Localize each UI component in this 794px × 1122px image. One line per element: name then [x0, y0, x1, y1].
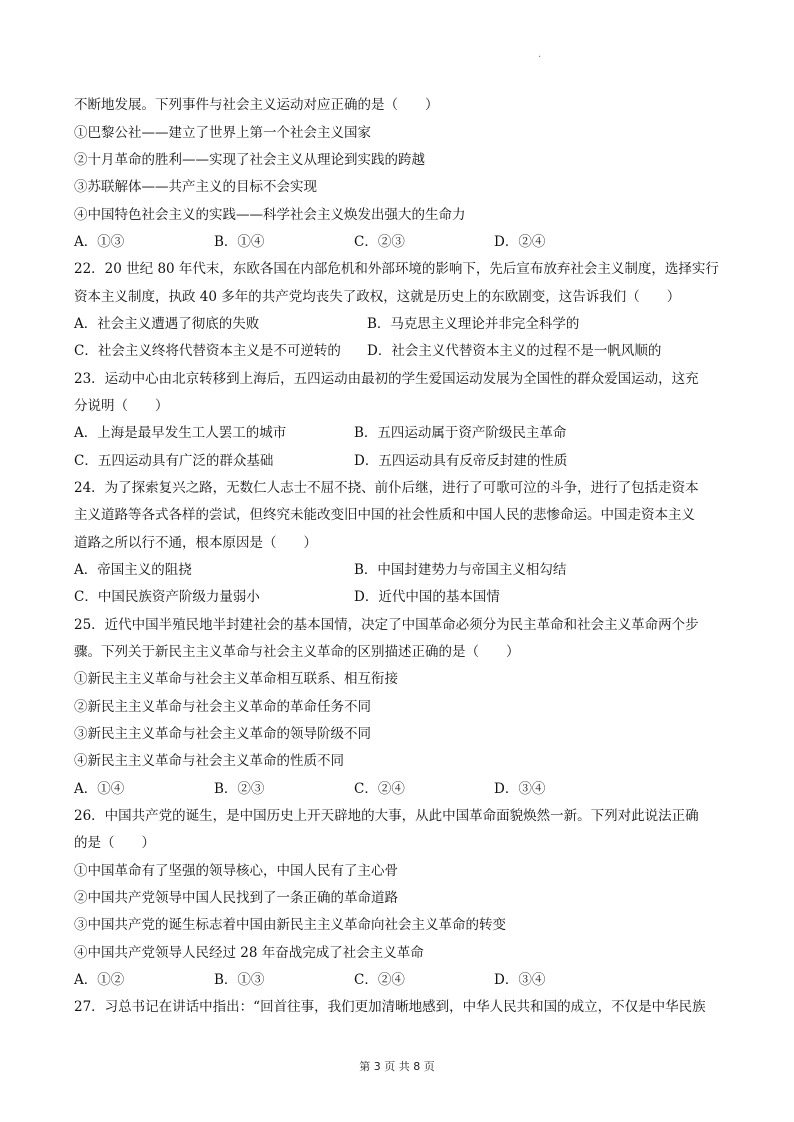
q25-item-2: ②新民主主义革命与社会主义革命的革命任务不同 — [74, 699, 371, 715]
q25-item-3: ③新民主主义革命与社会主义革命的领导阶级不同 — [74, 726, 371, 742]
q26-option-d: D．③④ — [494, 972, 546, 988]
q26-item-4: ④中国共产党领导人民经过 28 年奋战完成了社会主义革命 — [74, 945, 424, 961]
q21-item-3: ③苏联解体——共产主义的目标不会实现 — [74, 179, 317, 195]
q26-option-c: C．②④ — [354, 972, 405, 988]
q21-item-2: ②十月革命的胜利——实现了社会主义从理论到实践的跨越 — [74, 152, 425, 168]
q23-option-b: B．五四运动属于资产阶级民主革命 — [354, 425, 567, 441]
q26-stem-line-1: 26．中国共产党的诞生，是中国历史上开天辟地的大事，从此中国革命面貌焕然一新。下列对此说法正确 — [74, 808, 699, 824]
q22-option-c: C．社会主义终将代替资本主义是不可逆转的 — [74, 343, 341, 359]
q23-stem-line-2: 分说明（ ） — [74, 398, 169, 414]
q21-option-a: A．①③ — [74, 234, 125, 250]
q21-option-c: C．②③ — [354, 234, 405, 250]
q24-stem-line-2: 主义道路等各式各样的尝试，但终究未能改变旧中国的社会性质和中国人民的悲惨命运。中国走资本主义 — [74, 507, 695, 523]
q22-option-b: B．马克思主义理论并非完全科学的 — [367, 316, 580, 332]
q27-stem-line-1: 27．习总书记在讲话中指出：“回首往事，我们更加清晰地感到，中华人民共和国的成立，不仅是中华民族 — [74, 999, 706, 1015]
q23-option-d: D．五四运动具有反帝反封建的性质 — [354, 453, 568, 469]
q25-option-b: B．②③ — [214, 781, 265, 797]
q24-option-d: D．近代中国的基本国情 — [354, 589, 500, 605]
q26-option-b: B．①③ — [214, 972, 265, 988]
q23-stem-line-1: 23．运动中心由北京转移到上海后，五四运动由最初的学生爱国运动发展为全国性的群众爱国运动，这充 — [74, 371, 699, 387]
q26-stem-line-2: 的是（ ） — [74, 835, 155, 851]
q26-item-3: ③中国共产党的诞生标志着中国由新民主主义革命向社会主义革命的转变 — [74, 917, 506, 933]
page-footer: 第 3 页 共 8 页 — [359, 1060, 435, 1073]
q21-option-b: B．①④ — [214, 234, 265, 250]
q25-option-d: D．③④ — [494, 781, 546, 797]
q25-item-4: ④新民主主义革命与社会主义革命的性质不同 — [74, 753, 344, 769]
q25-option-a: A．①④ — [74, 781, 125, 797]
q25-item-1: ①新民主主义革命与社会主义革命相互联系、相互衔接 — [74, 671, 398, 687]
q23-option-c: C．五四运动具有广泛的群众基础 — [74, 453, 274, 469]
q25-option-c: C．②④ — [354, 781, 405, 797]
q21-stem: 不断地发展。下列事件与社会主义运动对应正确的是（ ） — [74, 97, 439, 113]
q22-option-a: A．社会主义遭遇了彻底的失败 — [74, 316, 260, 332]
q22-stem-line-1: 22．20 世纪 80 年代末，东欧各国在内部危机和外部环境的影响下，先后宣布放弃社会主义制度，选择实行 — [74, 261, 719, 277]
header-dot: · — [538, 52, 542, 63]
q24-stem-line-1: 24．为了探索复兴之路，无数仁人志士不屈不挠、前仆后继，进行了可歌可泣的斗争，进行了包括走资本 — [74, 480, 699, 496]
q21-option-d: D．②④ — [494, 234, 546, 250]
q22-option-d: D．社会主义代替资本主义的过程不是一帆风顺的 — [367, 343, 662, 359]
q25-stem-line-1: 25．近代中国半殖民地半封建社会的基本国情，决定了中国革命必须分为民主革命和社会主义革命两个步 — [74, 617, 699, 633]
q24-option-b: B．中国封建势力与帝国主义相勾结 — [354, 562, 567, 578]
q24-option-c: C．中国民族资产阶级力量弱小 — [74, 589, 260, 605]
q21-item-1: ①巴黎公社——建立了世界上第一个社会主义国家 — [74, 125, 371, 141]
q26-item-2: ②中国共产党领导中国人民找到了一条正确的革命道路 — [74, 890, 398, 906]
q26-item-1: ①中国革命有了坚强的领导核心，中国人民有了主心骨 — [74, 863, 398, 879]
q25-stem-line-2: 骤。下列关于新民主主义革命与社会主义革命的区别描述正确的是（ ） — [74, 644, 520, 660]
q26-option-a: A．①② — [74, 972, 125, 988]
q21-item-4: ④中国特色社会主义的实践——科学社会主义焕发出强大的生命力 — [74, 207, 466, 223]
q24-stem-line-3: 道路之所以行不通，根本原因是（ ） — [74, 535, 317, 551]
q24-option-a: A．帝国主义的阻挠 — [74, 562, 192, 578]
q23-option-a: A．上海是最早发生工人罢工的城市 — [74, 425, 287, 441]
q22-stem-line-2: 资本主义制度，执政 40 多年的共产党均丧失了政权，这就是历史上的东欧剧变，这告诉我们（ ） — [74, 289, 681, 305]
